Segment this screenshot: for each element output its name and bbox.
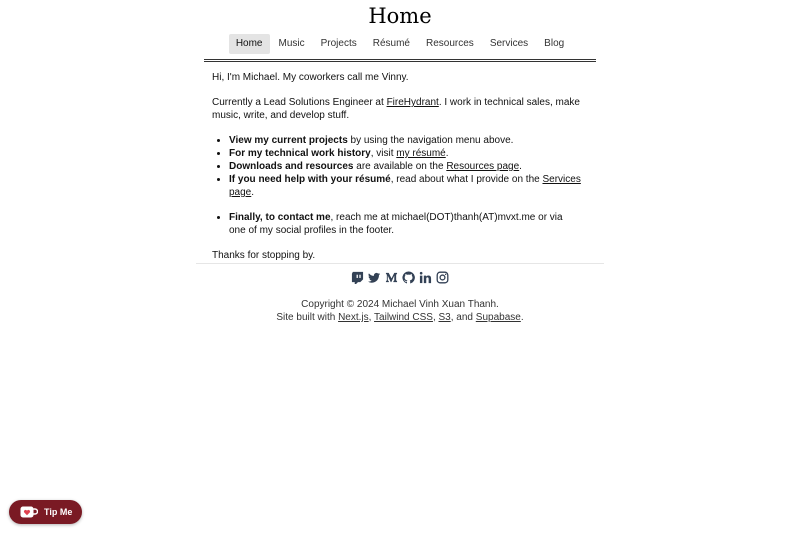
supabase-link[interactable]: Supabase [475, 312, 521, 323]
bullet-bold: View my current projects [229, 135, 348, 146]
services-link[interactable]: Services page [229, 174, 581, 198]
current-suffix: . I work in technical sales, make music, write, and develop stuff. [212, 97, 580, 121]
list-item [229, 134, 582, 147]
bullet-end: . [251, 187, 255, 198]
contact-list [212, 211, 582, 237]
header-divider [204, 59, 596, 62]
current-prefix: Currently a Lead Solutions Engineer at [212, 97, 387, 108]
list-item [229, 173, 582, 199]
twitch-icon[interactable] [351, 271, 364, 284]
main-content [212, 71, 582, 262]
linkedin-icon[interactable] [419, 271, 432, 284]
medium-icon[interactable] [385, 271, 398, 284]
current-role [212, 96, 582, 122]
tailwind-link[interactable]: Tailwind CSS [374, 312, 433, 323]
list-item [229, 160, 582, 173]
bullet-bold: Downloads and resources [229, 161, 354, 172]
social-links [0, 271, 800, 284]
nav-music[interactable]: Music [278, 38, 305, 49]
sep: . [520, 312, 524, 323]
twitter-icon[interactable] [368, 271, 381, 284]
bullet-end: . [445, 148, 449, 159]
nav-projects[interactable]: Projects [320, 38, 357, 49]
resources-link[interactable]: Resources page [446, 161, 520, 172]
main-nav [0, 34, 800, 54]
nav-blog[interactable]: Blog [544, 38, 565, 49]
footer [0, 298, 800, 324]
bullet-text: are available on the [353, 161, 447, 172]
bullet-text: , read about what I provide on the [390, 174, 543, 185]
coffee-cup-icon [20, 506, 38, 518]
github-icon[interactable] [402, 271, 415, 284]
tip-me-label: Tip Me [44, 507, 73, 517]
highlights-list [212, 134, 582, 199]
resume-link[interactable]: my résumé [396, 148, 446, 159]
list-item [229, 147, 582, 160]
built-prefix: Site built with [276, 312, 339, 323]
contact-bold: Finally, to contact me [229, 212, 331, 223]
nav-services[interactable]: Services [489, 38, 529, 49]
nav-resume[interactable]: Résumé [372, 38, 410, 49]
built-with [0, 311, 800, 324]
page-title: Home [368, 4, 432, 28]
nextjs-link[interactable]: Next.js [338, 312, 369, 323]
thanks-text: Thanks for stopping by. [212, 250, 316, 261]
nav-resources[interactable]: Resources [426, 38, 474, 49]
instagram-icon[interactable] [436, 271, 449, 284]
s3-link[interactable]: S3 [438, 312, 451, 323]
bullet-bold: If you need help with your résumé [229, 174, 391, 185]
sep: , [368, 312, 375, 323]
list-item [229, 211, 582, 237]
firehydrant-link[interactable]: FireHydrant [386, 97, 439, 108]
sep: , [432, 312, 439, 323]
bullet-bold: For my technical work history [229, 148, 371, 159]
bullet-text: , visit [370, 148, 397, 159]
bullet-text: by using the navigation menu above. [347, 135, 514, 146]
copyright-text: Copyright © 2024 Michael Vinh Xuan Thanh. [301, 299, 499, 310]
bullet-end: . [519, 161, 522, 172]
contact-text: , reach me at michael(DOT)thanh(AT)mvxt.me or via one of my social profiles in the footer. [229, 212, 563, 236]
sep: , and [450, 312, 476, 323]
intro-text: Hi, I'm Michael. My coworkers call me Vinny. [212, 72, 409, 83]
footer-divider [196, 263, 604, 264]
nav-home[interactable]: Home [229, 34, 270, 54]
tip-me-button[interactable] [9, 500, 82, 524]
